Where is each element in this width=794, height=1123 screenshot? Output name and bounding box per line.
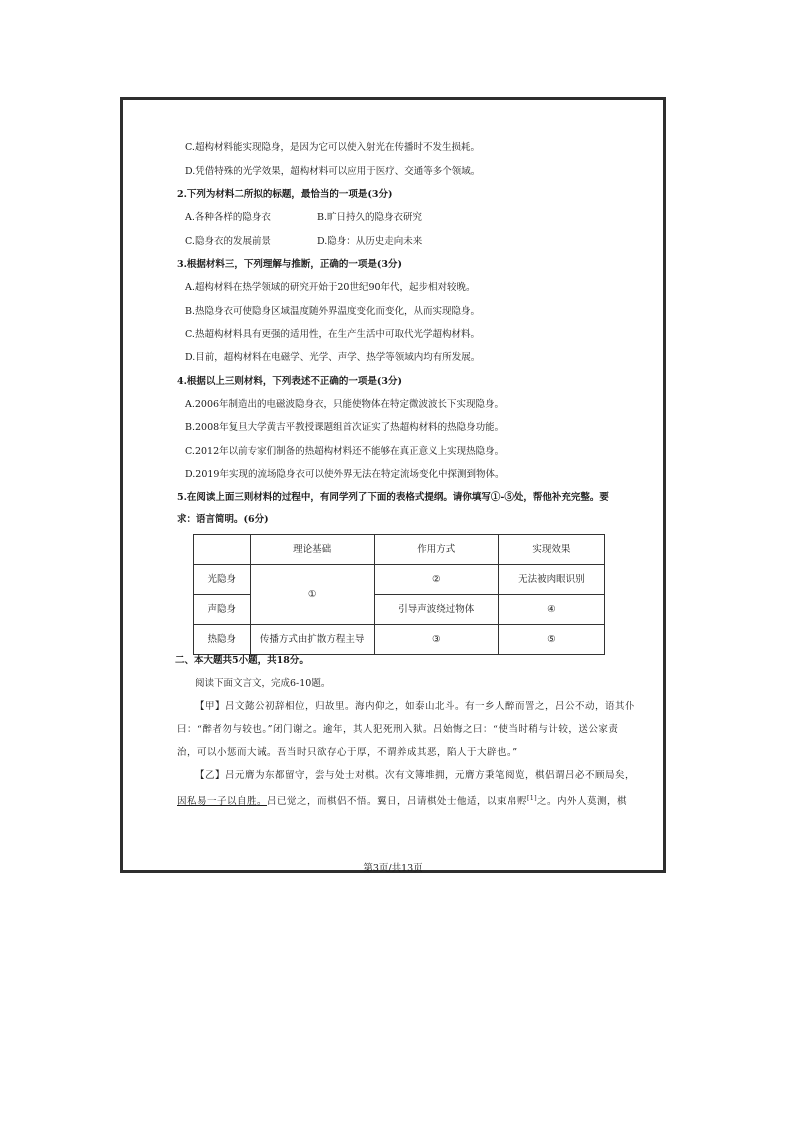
exam-page	[120, 97, 666, 873]
passage-yi-line-1: 【乙】吕元膺为东都留守，尝与处士对棋。次有文簿堆拥，元膺方秉笔阅览，棋侣谓吕必不顾局矣，	[195, 770, 636, 781]
passage-text: 吕已觉之，而棋侣不悟。翼日，吕请棋处士他适，以束帛赆	[267, 796, 528, 808]
blank-5-cell: ⑤	[498, 625, 604, 655]
q4-option-a: A.2006年制造出的电磁波隐身衣，只能使物体在特定微波波长下实现隐身。	[185, 399, 505, 410]
question-3: 3.根据材料三，下列理解与推断，正确的一项是(3分)	[177, 259, 403, 270]
passage-jia-line-3: 治，可以小惩而大诫。吾当时只欲存心于厚，不谓养成其恶，陷人于大辟也。”	[177, 747, 518, 758]
q2-option-b: B.旷日持久的隐身衣研究	[317, 212, 423, 223]
q3-option-d: D.目前，超构材料在电磁学、光学、声学、热学等领域内均有所发展。	[185, 352, 481, 363]
question-5: 5.在阅读上面三则材料的过程中，有同学列了下面的表格式提纲。请你填写①-⑤处，帮他补充完整。要	[177, 492, 609, 503]
blank-4-cell: ④	[498, 595, 604, 625]
blank-1-cell: ①	[250, 565, 374, 625]
section-2-heading: 二、本大题共5小题，共18分。	[175, 655, 309, 666]
passage-text: 之。内外人莫测，棋	[537, 796, 628, 808]
table-cell: 传播方式由扩散方程主导	[250, 625, 374, 655]
q2-option-a: A.各种各样的隐身衣	[185, 212, 271, 223]
table-header-cell: 作用方式	[374, 535, 498, 565]
question-5-cont: 求：语言简明。(6分)	[177, 514, 269, 525]
blank-3-cell: ③	[374, 625, 498, 655]
table-header-cell	[194, 535, 251, 565]
q4-option-d: D.2019年实现的流场隐身衣可以使外界无法在特定流场变化中探测到物体。	[185, 469, 505, 480]
row-label: 光隐身	[194, 565, 251, 595]
table-row	[194, 565, 605, 595]
blank-2-cell: ②	[374, 565, 498, 595]
q3-option-a: A.超构材料在热学领域的研究开始于20世纪90年代，起步相对较晚。	[185, 282, 476, 293]
table-header-cell: 实现效果	[498, 535, 604, 565]
row-label: 热隐身	[194, 625, 251, 655]
q4-option-b: B.2008年复旦大学黄吉平教授课题组首次证实了热超构材料的热隐身功能。	[185, 422, 505, 433]
q3-option-b: B.热隐身衣可使隐身区域温度随外界温度变化而变化，从而实现隐身。	[185, 306, 481, 317]
q1-option-c: C.超构材料能实现隐身，是因为它可以使入射光在传播时不发生损耗。	[185, 142, 480, 153]
passage-jia-line-1: 【甲】吕文懿公初辞相位，归故里。海内仰之，如泰山北斗。有一乡人醉而詈之，吕公不动，语其仆	[195, 701, 636, 712]
table-header-cell: 理论基础	[250, 535, 374, 565]
row-label: 声隐身	[194, 595, 251, 625]
table-row	[194, 625, 605, 655]
passage-yi-line-2	[177, 793, 627, 808]
q4-option-c: C.2012年以前专家们制备的热超构材料还不能够在真正意义上实现热隐身。	[185, 446, 505, 457]
page-number: 第3页/共13页	[363, 863, 423, 874]
footnote-marker: [1]	[527, 795, 538, 802]
q2-option-c: C.隐身衣的发展前景	[185, 236, 271, 247]
passage-jia-line-2: 曰：“醉者勿与较也。”闭门谢之。逾年，其人犯死刑入狱。吕始悔之曰：“使当时稍与计较，送公家责	[177, 724, 619, 735]
q2-option-d: D.隐身：从历史走向未来	[317, 236, 423, 247]
table-cell: 引导声波绕过物体	[374, 595, 498, 625]
outline-table	[193, 534, 605, 655]
question-4: 4.根据以上三则材料，下列表述不正确的一项是(3分)	[177, 376, 403, 387]
q3-option-c: C.热超构材料具有更强的适用性，在生产生活中可取代光学超构材料。	[185, 329, 480, 340]
table-header-row	[194, 535, 605, 565]
underlined-sentence: 因私易一子以自胜。	[177, 796, 268, 808]
table-cell: 无法被肉眼识别	[498, 565, 604, 595]
q1-option-d: D.凭借特殊的光学效果，超构材料可以应用于医疗、交通等多个领域。	[185, 166, 481, 177]
reading-instruction: 阅读下面文言文，完成6-10题。	[195, 678, 331, 689]
question-2: 2.下列为材料二所拟的标题，最恰当的一项是(3分)	[177, 189, 393, 200]
